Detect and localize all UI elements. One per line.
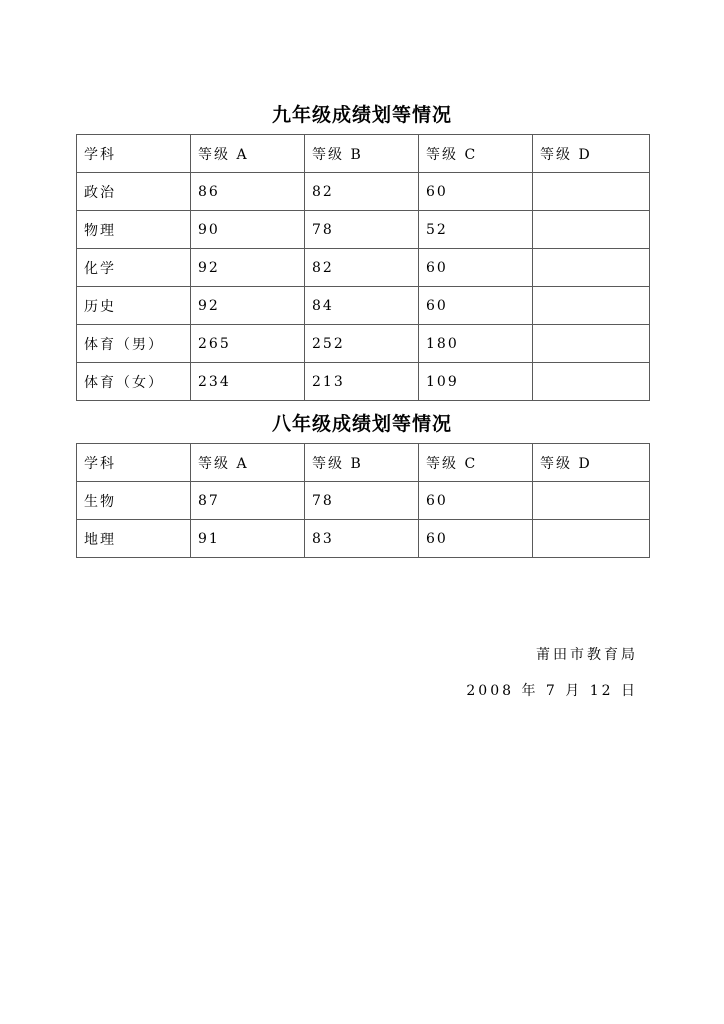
grade-threshold-cell: 60 xyxy=(419,173,533,211)
issue-date: 2008 年 7 月 12 日 xyxy=(466,683,638,699)
grade-threshold-cell: 90 xyxy=(191,211,305,249)
table-row xyxy=(77,287,650,325)
grade-threshold-cell: 82 xyxy=(305,249,419,287)
grade9-score-table xyxy=(76,134,650,401)
table-header-row xyxy=(77,444,650,482)
grade-threshold-cell xyxy=(533,520,650,558)
subject-cell: 体育（女） xyxy=(77,363,191,401)
grade-threshold-cell: 87 xyxy=(191,482,305,520)
table-row xyxy=(77,325,650,363)
column-header: 等级 B xyxy=(305,135,419,173)
table-row xyxy=(77,211,650,249)
subject-cell: 化学 xyxy=(77,249,191,287)
grade-threshold-cell: 180 xyxy=(419,325,533,363)
grade-threshold-cell: 252 xyxy=(305,325,419,363)
column-header: 等级 A xyxy=(191,444,305,482)
grade-threshold-cell: 213 xyxy=(305,363,419,401)
grade-threshold-cell: 92 xyxy=(191,287,305,325)
table-header-row xyxy=(77,135,650,173)
subject-cell: 体育（男） xyxy=(77,325,191,363)
subject-cell: 政治 xyxy=(77,173,191,211)
grade-threshold-cell: 84 xyxy=(305,287,419,325)
column-header: 等级 D xyxy=(533,444,650,482)
grade-threshold-cell: 265 xyxy=(191,325,305,363)
grade-threshold-cell xyxy=(533,325,650,363)
grade-threshold-cell: 78 xyxy=(305,482,419,520)
subject-cell: 地理 xyxy=(77,520,191,558)
grade-threshold-cell: 92 xyxy=(191,249,305,287)
column-header: 等级 C xyxy=(419,135,533,173)
table-row xyxy=(77,173,650,211)
grade8-table-title: 八年级成绩划等情况 xyxy=(271,413,452,435)
table-row xyxy=(77,249,650,287)
column-header: 等级 A xyxy=(191,135,305,173)
grade-threshold-cell: 78 xyxy=(305,211,419,249)
grade9-table-title: 九年级成绩划等情况 xyxy=(271,104,452,126)
grade-threshold-cell: 52 xyxy=(419,211,533,249)
table-row xyxy=(77,363,650,401)
column-header: 学科 xyxy=(77,444,191,482)
grade-threshold-cell: 82 xyxy=(305,173,419,211)
grade-threshold-cell: 60 xyxy=(419,287,533,325)
grade-threshold-cell xyxy=(533,287,650,325)
subject-cell: 历史 xyxy=(77,287,191,325)
subject-cell: 生物 xyxy=(77,482,191,520)
column-header: 等级 C xyxy=(419,444,533,482)
column-header: 等级 D xyxy=(533,135,650,173)
grade-threshold-cell: 60 xyxy=(419,482,533,520)
grade-threshold-cell xyxy=(533,363,650,401)
subject-cell: 物理 xyxy=(77,211,191,249)
grade-threshold-cell: 60 xyxy=(419,520,533,558)
column-header: 等级 B xyxy=(305,444,419,482)
grade-threshold-cell: 86 xyxy=(191,173,305,211)
issuing-organization: 莆田市教育局 xyxy=(536,647,638,663)
grade-threshold-cell: 109 xyxy=(419,363,533,401)
grade-threshold-cell xyxy=(533,482,650,520)
grade-threshold-cell: 83 xyxy=(305,520,419,558)
grade-threshold-cell xyxy=(533,249,650,287)
grade-threshold-cell xyxy=(533,173,650,211)
table-row xyxy=(77,520,650,558)
table-row xyxy=(77,482,650,520)
grade-threshold-cell xyxy=(533,211,650,249)
grade-threshold-cell: 234 xyxy=(191,363,305,401)
grade8-score-table xyxy=(76,443,650,558)
grade-threshold-cell: 91 xyxy=(191,520,305,558)
grade-threshold-cell: 60 xyxy=(419,249,533,287)
column-header: 学科 xyxy=(77,135,191,173)
